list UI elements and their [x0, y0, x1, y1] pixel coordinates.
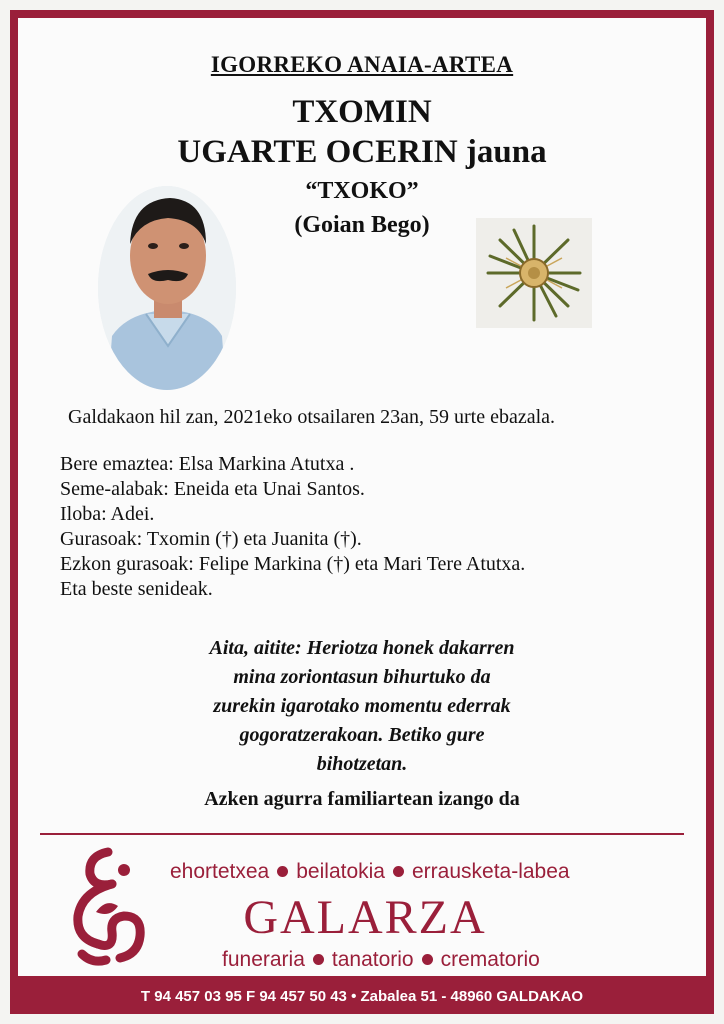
galarza-logo-icon: [62, 842, 158, 968]
relative-line-children: Seme-alabak: Eneida eta Unai Santos.: [60, 478, 365, 500]
service-item: ehortetxea: [170, 860, 270, 883]
deceased-full-name: UGARTE OCERIN jauna: [177, 134, 547, 170]
relative-line-parents: Gurasoak: Txomin (†) eta Juanita (†).: [60, 528, 362, 550]
death-statement: Galdakaon hil zan, 2021eko otsailaren 23an, 59 urte ebazala.: [68, 406, 556, 428]
services-spanish: [222, 948, 540, 972]
portrait-photo: [98, 186, 236, 390]
funeral-home-name: GALARZA: [243, 891, 487, 944]
bullet-dot-icon: [422, 954, 433, 965]
bullet-dot-icon: [277, 866, 288, 877]
divider: [40, 833, 684, 835]
service-item: tanatorio: [331, 948, 414, 971]
deceased-nickname: “TXOKO”: [305, 178, 419, 204]
bullet-dot-icon: [393, 866, 404, 877]
quote-line: mina zoriontasun bihurtuko da: [233, 666, 491, 688]
services-basque: [170, 860, 570, 884]
farewell-note: Azken agurra familiartean izango da: [204, 788, 520, 810]
contact-footer: T 94 457 03 95 F 94 457 50 43 • Zabalea 51 - 48960 GALDAKAO: [10, 976, 714, 1014]
service-item: funeraria: [222, 948, 305, 971]
quote-line: zurekin igarotako momentu ederrak: [213, 695, 511, 717]
quote-line: gogoratzerakoan. Betiko gure: [239, 724, 485, 746]
deceased-first-name: TXOMIN: [292, 94, 432, 130]
relative-line-others: Eta beste senideak.: [60, 578, 213, 600]
thistle-flower-icon: [476, 218, 592, 328]
relatives-list: [60, 452, 525, 602]
quote-line: bihotzetan.: [316, 753, 408, 775]
organization-title: IGORREKO ANAIA-ARTEA: [210, 52, 514, 77]
quote-line: Aita, aitite: Heriotza honek dakarren: [209, 637, 515, 659]
relative-line-grandchild: Iloba: Adei.: [60, 503, 155, 525]
memorial-quote: [0, 634, 724, 779]
service-item: errausketa-labea: [411, 860, 570, 883]
relative-line-in-laws: Ezkon gurasoak: Felipe Markina (†) eta Mari Tere Atutxa.: [60, 553, 526, 575]
service-item: crematorio: [440, 948, 540, 971]
relative-line-spouse: Bere emaztea: Elsa Markina Atutxa .: [60, 453, 355, 475]
bullet-dot-icon: [313, 954, 324, 965]
service-item: beilatokia: [296, 860, 385, 883]
blessing-text: (Goian Bego): [294, 212, 430, 238]
